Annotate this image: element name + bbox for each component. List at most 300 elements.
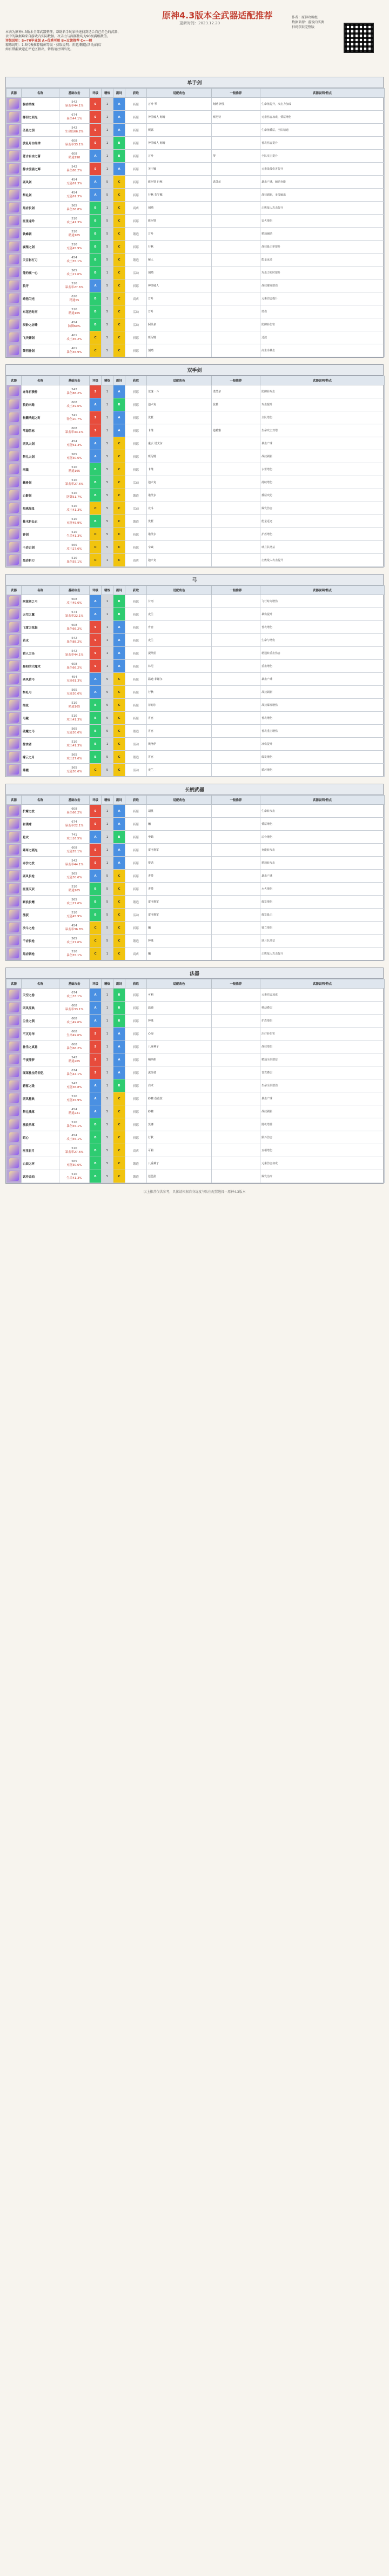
weapon-name: 东花坊时雨 xyxy=(22,305,59,318)
weapon-icon-cell xyxy=(6,541,22,554)
table-row xyxy=(6,831,385,844)
column-header: 基础攻击 xyxy=(59,376,90,385)
general-recommend xyxy=(212,1144,260,1157)
weapon-stat xyxy=(59,528,90,541)
weapon-stat xyxy=(59,935,90,947)
refine-level: 1 xyxy=(102,98,113,111)
grade-badge: A xyxy=(113,385,125,398)
weapon-note: 爆发伤害 xyxy=(260,502,385,515)
weapon-icon-cell xyxy=(6,554,22,567)
source: 祈愿 xyxy=(125,686,147,699)
base-atk: 454 xyxy=(71,256,77,259)
fit-characters: 班尼特 xyxy=(147,331,212,344)
refine-level: 5 xyxy=(102,541,113,554)
weapon-stat xyxy=(59,805,90,818)
sub-stat: 暴伤44.1% xyxy=(66,117,82,121)
general-recommend xyxy=(212,883,260,896)
fit-characters: 宵宫 xyxy=(147,725,212,738)
grade-badge: C xyxy=(90,331,102,344)
fit-characters: 温迪 xyxy=(147,1002,212,1015)
table-row xyxy=(6,989,385,1002)
base-atk: 510 xyxy=(71,530,77,534)
source: 祈愿 xyxy=(125,1066,147,1079)
weapon-stat xyxy=(59,411,90,424)
weapon-icon-cell xyxy=(6,98,22,111)
fit-characters: 可莉 xyxy=(147,989,212,1002)
sub-stat: 防御69% xyxy=(68,324,81,328)
general-recommend xyxy=(212,751,260,764)
table-row xyxy=(6,883,385,896)
base-atk: 454 xyxy=(71,924,77,927)
sub-stat: 攻击33.1% xyxy=(66,995,82,998)
base-atk: 542 xyxy=(71,1056,77,1059)
fit-characters: 绫人 xyxy=(147,253,212,266)
grade-badge: B xyxy=(90,883,102,896)
weapon-icon xyxy=(9,990,19,999)
fit-characters: 神里绫人 刻晴 xyxy=(147,137,212,150)
general-recommend xyxy=(212,1157,260,1170)
grade-badge: B xyxy=(90,318,102,331)
weapon-note: 全队增伤 xyxy=(260,411,385,424)
grade-badge: C xyxy=(113,318,125,331)
base-atk: 510 xyxy=(71,217,77,221)
base-atk: 565 xyxy=(71,543,77,547)
base-atk: 608 xyxy=(71,426,77,430)
fit-characters: 砂糖 芭芭拉 xyxy=(147,1092,212,1105)
source: 祈愿 xyxy=(125,989,147,1002)
sub-stat: 暴击率36.8% xyxy=(65,927,84,931)
table-row xyxy=(6,1157,385,1170)
column-header: 副词 xyxy=(113,586,125,595)
sub-stat: 暴击率27.6% xyxy=(65,285,84,289)
column-header: 适配角色 xyxy=(147,376,212,385)
column-header: 武器说明/特点 xyxy=(260,796,385,805)
weapon-icon xyxy=(9,529,19,539)
weapon-icon-cell xyxy=(6,1144,22,1157)
refine-level: 1 xyxy=(102,137,113,150)
weapon-note: 精通转攻击 xyxy=(260,857,385,870)
source: 祈愿 xyxy=(125,463,147,476)
table-row xyxy=(6,554,385,567)
general-recommend xyxy=(212,292,260,305)
grade-badge: B xyxy=(90,228,102,241)
sub-stat: 充能30.6% xyxy=(66,1163,82,1167)
table-row xyxy=(6,634,385,647)
general-recommend xyxy=(212,554,260,567)
weapon-stat xyxy=(59,437,90,450)
weapon-stat xyxy=(59,608,90,621)
sub-stat: 暴击率33.1% xyxy=(65,143,84,146)
weapon-note: 普攻增伤 xyxy=(260,712,385,725)
weapon-note: 普攻重击增伤 xyxy=(260,725,385,738)
grade-badge: C xyxy=(113,909,125,922)
weapon-stat xyxy=(59,541,90,554)
weapon-name: 螭骨剑 xyxy=(22,476,59,489)
fit-characters: 八重神子 xyxy=(147,1040,212,1053)
base-atk: 674 xyxy=(71,113,77,117)
fit-characters: 赛诺 xyxy=(147,857,212,870)
weapon-name: 暗巷闪光 xyxy=(22,292,59,305)
weapon-stat xyxy=(59,515,90,528)
sub-stat: 攻击41.3% xyxy=(66,508,82,512)
refine-level: 5 xyxy=(102,1157,113,1170)
base-atk: 510 xyxy=(71,714,77,718)
weapon-name: 息灾 xyxy=(22,831,59,844)
weapon-name: 曚云之月 xyxy=(22,751,59,764)
weapon-note: 循环增伤 xyxy=(260,764,385,777)
sub-stat: 充能30.6% xyxy=(66,456,82,460)
fit-characters: 香菱 xyxy=(147,883,212,896)
general-recommend xyxy=(212,712,260,725)
fit-characters: 夜兰 xyxy=(147,634,212,647)
weapon-note: 护盾增伤 xyxy=(260,528,385,541)
weapon-icon xyxy=(9,386,19,396)
grade-badge: B xyxy=(90,202,102,215)
weapon-name: 赤角石溃杵 xyxy=(22,385,59,398)
weapon-stat xyxy=(59,489,90,502)
grade-badge: C xyxy=(113,215,125,228)
table-row xyxy=(6,1105,385,1118)
grade-badge: C xyxy=(113,1170,125,1183)
fit-characters: 芙宁娜 xyxy=(147,163,212,176)
sub-stat: 精通165 xyxy=(68,233,81,237)
table-row xyxy=(6,476,385,489)
weapon-name: 苇海信标 xyxy=(22,424,59,437)
weapon-icon-cell xyxy=(6,411,22,424)
weapon-icon-cell xyxy=(6,528,22,541)
weapon-note: 战技刷新 xyxy=(260,450,385,463)
table-row xyxy=(6,331,385,344)
weapon-stat xyxy=(59,831,90,844)
refine-level: 1 xyxy=(102,647,113,660)
weapon-icon-cell xyxy=(6,489,22,502)
grade-badge: A xyxy=(90,150,102,163)
source: 祈愿 xyxy=(125,1118,147,1131)
refine-level: 1 xyxy=(102,292,113,305)
weapon-note: 后台增伤 xyxy=(260,831,385,844)
source: 祈愿 xyxy=(125,331,147,344)
weapon-stat xyxy=(59,1027,90,1040)
weapon-note: 防御转伤害 xyxy=(260,318,385,331)
sub-stat: 生命49.6% xyxy=(66,1033,82,1037)
weapon-table xyxy=(6,979,385,1183)
intro-text xyxy=(5,30,286,52)
refine-level: 1 xyxy=(102,150,113,163)
column-header: 一般推荐 xyxy=(212,796,260,805)
source: 活动 xyxy=(125,476,147,489)
table-row xyxy=(6,1131,385,1144)
weapon-icon-cell xyxy=(6,437,22,450)
weapon-stat xyxy=(59,725,90,738)
fit-characters: 流浪者 xyxy=(147,1066,212,1079)
weapon-name: 西风猎弓 xyxy=(22,673,59,686)
general-recommend xyxy=(212,673,260,686)
grade-badge: C xyxy=(113,1092,125,1105)
general-recommend: 诺艾尔 xyxy=(212,385,260,398)
weapon-icon xyxy=(9,806,19,816)
refine-level: 5 xyxy=(102,344,113,357)
page-title: 原神4.3版本全武器适配推荐 xyxy=(162,10,273,21)
base-atk: 674 xyxy=(71,1069,77,1072)
grade-badge: A xyxy=(113,424,125,437)
source: 祈愿 xyxy=(125,1002,147,1015)
weapon-icon xyxy=(9,216,19,225)
weapon-stat xyxy=(59,150,90,163)
refine-level: 1 xyxy=(102,202,113,215)
grade-badge: C xyxy=(113,712,125,725)
base-atk: 608 xyxy=(71,807,77,811)
column-header: 一般推荐 xyxy=(212,979,260,989)
table-row xyxy=(6,98,385,111)
weapon-note: 击败敌人攻击提升 xyxy=(260,202,385,215)
weapon-icon xyxy=(9,332,19,342)
fit-characters: 荒泷一斗 xyxy=(147,385,212,398)
source: 祈愿 xyxy=(125,844,147,857)
grade-badge: S xyxy=(90,111,102,124)
grade-badge: A xyxy=(90,686,102,699)
source: 锻造 xyxy=(125,1170,147,1183)
grade-badge: A xyxy=(90,608,102,621)
table-row xyxy=(6,253,385,266)
weapon-note: 战技暴击率提升 xyxy=(260,241,385,253)
grade-badge: B xyxy=(90,463,102,476)
base-atk: 510 xyxy=(71,556,77,560)
weapon-note: 暴伤提升 xyxy=(260,608,385,621)
fit-characters: 林尼 xyxy=(147,660,212,673)
refine-level: 1 xyxy=(102,398,113,411)
grade-badge: A xyxy=(113,818,125,831)
refine-level: 5 xyxy=(102,450,113,463)
weapon-icon-cell xyxy=(6,150,22,163)
weapon-note: 叠层攻防 xyxy=(260,489,385,502)
sub-stat: 充能30.6% xyxy=(66,770,82,773)
weapon-note: 飞行时间增伤 xyxy=(260,595,385,608)
weapon-icon-cell xyxy=(6,266,22,279)
weapon-note: 独立增伤 xyxy=(260,922,385,935)
grade-badge: C xyxy=(90,764,102,777)
grade-badge: B xyxy=(90,292,102,305)
weapon-name: 试作金珀 xyxy=(22,1170,59,1183)
general-recommend xyxy=(212,1118,260,1131)
weapon-icon xyxy=(9,319,19,329)
weapon-name: 护摩之杖 xyxy=(22,805,59,818)
sub-stat: 充能61.3% xyxy=(66,679,82,683)
weapon-name: 断浪长鳍 xyxy=(22,896,59,909)
grade-badge: B xyxy=(113,595,125,608)
fit-characters: 行秋 xyxy=(147,686,212,699)
weapon-stat xyxy=(59,922,90,935)
sub-stat: 充能30.6% xyxy=(66,692,82,696)
weapon-icon-cell xyxy=(6,1002,22,1015)
weapon-icon-cell xyxy=(6,305,22,318)
page xyxy=(5,0,384,1194)
column-header: 基础攻击 xyxy=(59,586,90,595)
table-row xyxy=(6,909,385,922)
weapon-note: 防御转攻击 xyxy=(260,385,385,398)
weapon-stat xyxy=(59,764,90,777)
refine-level: 1 xyxy=(102,608,113,621)
qr-code[interactable] xyxy=(344,23,374,53)
base-atk: 565 xyxy=(71,872,77,876)
grade-badge: C xyxy=(113,266,125,279)
weapon-sections xyxy=(5,77,384,1184)
weapon-name: 黑岩斩刀 xyxy=(22,554,59,567)
column-header: 名称 xyxy=(22,979,59,989)
weapon-note: 暴击产球 xyxy=(260,870,385,883)
weapon-note: 互相增伤 xyxy=(260,1144,385,1157)
fit-characters: 雷电将军 xyxy=(147,909,212,922)
general-recommend xyxy=(212,909,260,922)
column-header: 获取 xyxy=(125,586,147,595)
general-recommend xyxy=(212,660,260,673)
column-header: 获取 xyxy=(125,796,147,805)
general-recommend xyxy=(212,1015,260,1027)
general-recommend xyxy=(212,411,260,424)
source: 锻造 xyxy=(125,515,147,528)
grade-badge: C xyxy=(113,883,125,896)
grade-badge: A xyxy=(90,279,102,292)
grade-badge: A xyxy=(113,660,125,673)
sub-stat: 精通55 xyxy=(69,298,79,302)
sub-stat: 充能45.9% xyxy=(66,521,82,525)
refine-level: 5 xyxy=(102,909,113,922)
fit-characters: 神里绫人 刻晴 xyxy=(147,111,212,124)
grade-badge: C xyxy=(90,502,102,515)
sub-stat: 攻击55.1% xyxy=(66,259,82,263)
sub-stat: 暴伤44.1% xyxy=(66,1072,82,1076)
grade-badge: C xyxy=(113,1131,125,1144)
grade-badge: C xyxy=(113,725,125,738)
weapon-icon xyxy=(9,555,19,565)
fit-characters: 万叶 xyxy=(147,150,212,163)
table-row xyxy=(6,424,385,437)
grade-badge: B xyxy=(90,515,102,528)
refine-level: 1 xyxy=(102,947,113,960)
weapon-name: 决斗之枪 xyxy=(22,922,59,935)
table-row xyxy=(6,699,385,712)
source: 祈愿 xyxy=(125,595,147,608)
grade-badge: S xyxy=(90,857,102,870)
grade-badge: B xyxy=(90,699,102,712)
general-recommend xyxy=(212,922,260,935)
base-atk: 542 xyxy=(71,649,77,653)
weapon-note: 能量返还 xyxy=(260,515,385,528)
weapon-table xyxy=(6,88,385,357)
weapon-name: 渔获 xyxy=(22,909,59,922)
grade-badge: B xyxy=(113,1079,125,1092)
fit-characters: 砂糖 xyxy=(147,1105,212,1118)
table-row xyxy=(6,896,385,909)
column-header: 一般推荐 xyxy=(212,586,260,595)
weapon-icon xyxy=(9,635,19,645)
grade-badge: B xyxy=(90,1118,102,1131)
grade-badge: A xyxy=(90,989,102,1002)
weapon-stat xyxy=(59,266,90,279)
weapon-name: 白影剑 xyxy=(22,489,59,502)
sub-stat: 暴伤55.1% xyxy=(66,1124,82,1128)
base-atk: 565 xyxy=(71,898,77,902)
grade-badge: B xyxy=(113,608,125,621)
fit-characters: 钟离 xyxy=(147,1015,212,1027)
grade-badge: S xyxy=(90,634,102,647)
weapon-name: 匣里龙吟 xyxy=(22,215,59,228)
grade-badge: C xyxy=(113,489,125,502)
grade-badge: C xyxy=(113,228,125,241)
weapon-icon xyxy=(9,1042,19,1051)
fit-characters: 班尼特 行秋 xyxy=(147,176,212,189)
table-row xyxy=(6,305,385,318)
grade-badge: A xyxy=(90,176,102,189)
weapon-icon xyxy=(9,281,19,290)
weapon-icon-cell xyxy=(6,1040,22,1053)
refine-level: 5 xyxy=(102,476,113,489)
weapon-note: 元素战技伤害提升 xyxy=(260,163,385,176)
weapon-icon-cell xyxy=(6,1131,22,1144)
weapon-stat xyxy=(59,98,90,111)
fit-characters: 雷电将军 xyxy=(147,844,212,857)
grade-badge: C xyxy=(113,450,125,463)
source: 祈愿 xyxy=(125,124,147,137)
grade-badge: S xyxy=(90,385,102,398)
weapon-stat xyxy=(59,857,90,870)
weapon-note: 精通转重击伤害 xyxy=(260,647,385,660)
weapon-icon xyxy=(9,1132,19,1142)
general-recommend xyxy=(212,621,260,634)
weapon-icon-cell xyxy=(6,831,22,844)
table-row xyxy=(6,344,385,357)
sub-stat: 精通165 xyxy=(68,311,81,315)
refine-level: 5 xyxy=(102,883,113,896)
sub-stat: 攻击49.6% xyxy=(66,404,82,408)
grade-badge: B xyxy=(90,725,102,738)
weapon-note: 冰伤提升 xyxy=(260,738,385,751)
column-header: 评级 xyxy=(90,89,102,98)
general-recommend xyxy=(212,318,260,331)
column-header: 副词 xyxy=(113,89,125,98)
source: 祈愿 xyxy=(125,818,147,831)
weapon-icon-cell xyxy=(6,1015,22,1027)
base-atk: 510 xyxy=(71,1095,77,1098)
sub-stat: 攻击55.1% xyxy=(66,1137,82,1141)
weapon-name: 祭礼弓 xyxy=(22,686,59,699)
column-header: 基础攻击 xyxy=(59,89,90,98)
weapon-stat xyxy=(59,344,90,357)
weapon-name: 西风大剑 xyxy=(22,437,59,450)
weapon-name: 匣里日月 xyxy=(22,1144,59,1157)
fit-characters: 宵宫 xyxy=(147,712,212,725)
base-atk: 510 xyxy=(71,1146,77,1150)
fit-characters: 万叶 xyxy=(147,305,212,318)
weapon-note: 精通辅助 xyxy=(260,228,385,241)
grade-badge: B xyxy=(90,215,102,228)
weapon-note: 爆发增伤 xyxy=(260,896,385,909)
weapon-icon xyxy=(9,910,19,919)
base-atk: 608 xyxy=(71,152,77,156)
base-atk: 565 xyxy=(71,727,77,731)
source: 祈愿 xyxy=(125,857,147,870)
table-row xyxy=(6,124,385,137)
base-atk: 542 xyxy=(71,165,77,169)
source: 祈愿 xyxy=(125,1027,147,1040)
sub-stat: 暴击率33.1% xyxy=(65,430,84,434)
weapon-name: 狼的末路 xyxy=(22,398,59,411)
general-recommend xyxy=(212,541,260,554)
grade-badge: B xyxy=(90,909,102,922)
weapon-note: 击败敌人攻击提升 xyxy=(260,554,385,567)
refine-level: 1 xyxy=(102,266,113,279)
weapon-icon xyxy=(9,739,19,749)
weapon-note: 生命攻击双增 xyxy=(260,424,385,437)
